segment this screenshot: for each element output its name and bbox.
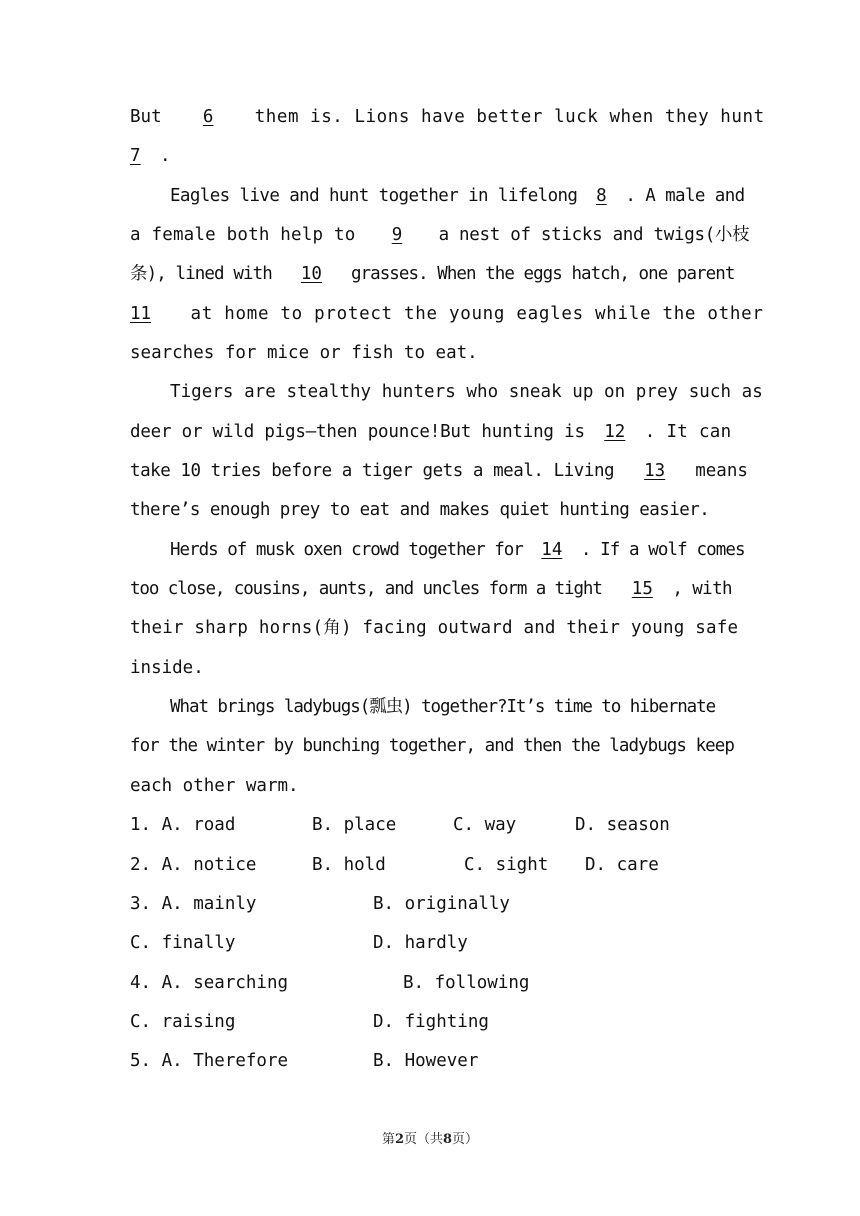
option-2d[interactable]: D. care: [585, 855, 659, 875]
question-5: [130, 1042, 730, 1081]
passage-text: . It can: [644, 422, 732, 442]
passage-line: [130, 570, 730, 609]
option-2b[interactable]: B. hold: [312, 855, 386, 875]
passage-text: at home to protect the young eagles while the other: [190, 304, 764, 324]
question-3: [130, 885, 730, 924]
option-4c[interactable]: C. raising: [130, 1012, 236, 1032]
option-4a[interactable]: 4. A. searching: [130, 973, 289, 993]
option-5b[interactable]: B. However: [373, 1051, 479, 1071]
passage-line: [130, 295, 764, 334]
passage-line: [130, 531, 745, 570]
passage-line: searches for mice or fish to eat.: [130, 343, 478, 363]
blank-13: 13: [644, 461, 666, 481]
passage-line: [130, 216, 750, 255]
passage-text: . A male and: [625, 186, 745, 206]
passage-text: But: [130, 107, 162, 127]
blank-7: 7: [130, 146, 141, 166]
blank-6: 6: [202, 107, 214, 127]
passage-line: inside.: [130, 658, 204, 678]
blank-15: 15: [631, 579, 653, 599]
passage-text: them is. Lions have better luck when they hunt: [254, 107, 765, 127]
option-2c[interactable]: C. sight: [464, 855, 549, 875]
passage-line: each other warm.: [130, 776, 299, 796]
passage-text: take 10 tries before a tiger gets a meal. Living: [130, 461, 615, 481]
passage-line: Tigers are stealthy hunters who sneak up on prey such as: [170, 382, 763, 402]
passage-line: What brings ladybugs(瓢虫) together?It’s time to hibernate: [170, 697, 716, 717]
blank-14: 14: [541, 540, 563, 560]
passage-text: , with: [672, 579, 732, 599]
blank-12: 12: [604, 422, 626, 442]
option-1c[interactable]: C. way: [453, 815, 517, 835]
passage-text: Herds of musk oxen crowd together for: [170, 540, 523, 560]
passage-line: [130, 452, 748, 491]
option-1d[interactable]: D. season: [575, 815, 670, 835]
option-3c[interactable]: C. finally: [130, 933, 236, 953]
passage-text: 条), lined with: [130, 264, 272, 284]
question-4-cont: [130, 1003, 730, 1042]
option-5a[interactable]: 5. A. Therefore: [130, 1051, 289, 1071]
question-2: [130, 846, 730, 885]
option-4b[interactable]: B. following: [403, 973, 530, 993]
page-number: 2: [394, 1132, 404, 1147]
passage-text: a female both help to: [130, 225, 356, 245]
blank-8: 8: [596, 186, 607, 206]
passage-text: .: [160, 146, 171, 166]
option-3d[interactable]: D. hardly: [373, 933, 468, 953]
passage-line: for the winter by bunching together, and then the ladybugs keep: [130, 736, 734, 756]
passage-text: a nest of sticks and twigs(小枝: [438, 225, 750, 245]
passage-line: [130, 413, 730, 452]
passage-line: there’s enough prey to eat and makes quiet hunting easier.: [130, 500, 710, 520]
footer-text: 页（共: [403, 1132, 443, 1147]
blank-9: 9: [391, 225, 403, 245]
passage-line: [130, 255, 735, 294]
passage-text: . If a wolf comes: [580, 540, 745, 560]
blank-10: 10: [300, 264, 322, 284]
passage-line: [130, 137, 730, 176]
option-3a[interactable]: 3. A. mainly: [130, 894, 257, 914]
blank-11: 11: [130, 304, 152, 324]
passage-line: their sharp horns(角) facing outward and their young safe: [130, 618, 739, 638]
option-4d[interactable]: D. fighting: [373, 1012, 489, 1032]
question-3-cont: [130, 924, 730, 963]
passage-text: means: [695, 461, 748, 481]
passage-text: grasses. When the eggs hatch, one parent: [350, 264, 735, 284]
option-1a[interactable]: 1. A. road: [130, 815, 236, 835]
option-3b[interactable]: B. originally: [373, 894, 510, 914]
passage-text: too close, cousins, aunts, and uncles form a tight: [130, 579, 602, 599]
question-4: [130, 964, 730, 1003]
passage-line: [130, 98, 765, 137]
question-1: [130, 806, 730, 845]
passage-text: Eagles live and hunt together in lifelong: [170, 186, 578, 206]
passage-line: [130, 177, 745, 216]
passage-text: deer or wild pigs—then pounce!But hunting is: [130, 422, 585, 442]
option-2a[interactable]: 2. A. notice: [130, 855, 257, 875]
option-1b[interactable]: B. place: [312, 815, 397, 835]
footer-text: 第: [381, 1132, 395, 1147]
page-footer: [0, 1128, 860, 1147]
footer-text: 页）: [452, 1132, 479, 1147]
total-pages: 8: [443, 1132, 453, 1147]
